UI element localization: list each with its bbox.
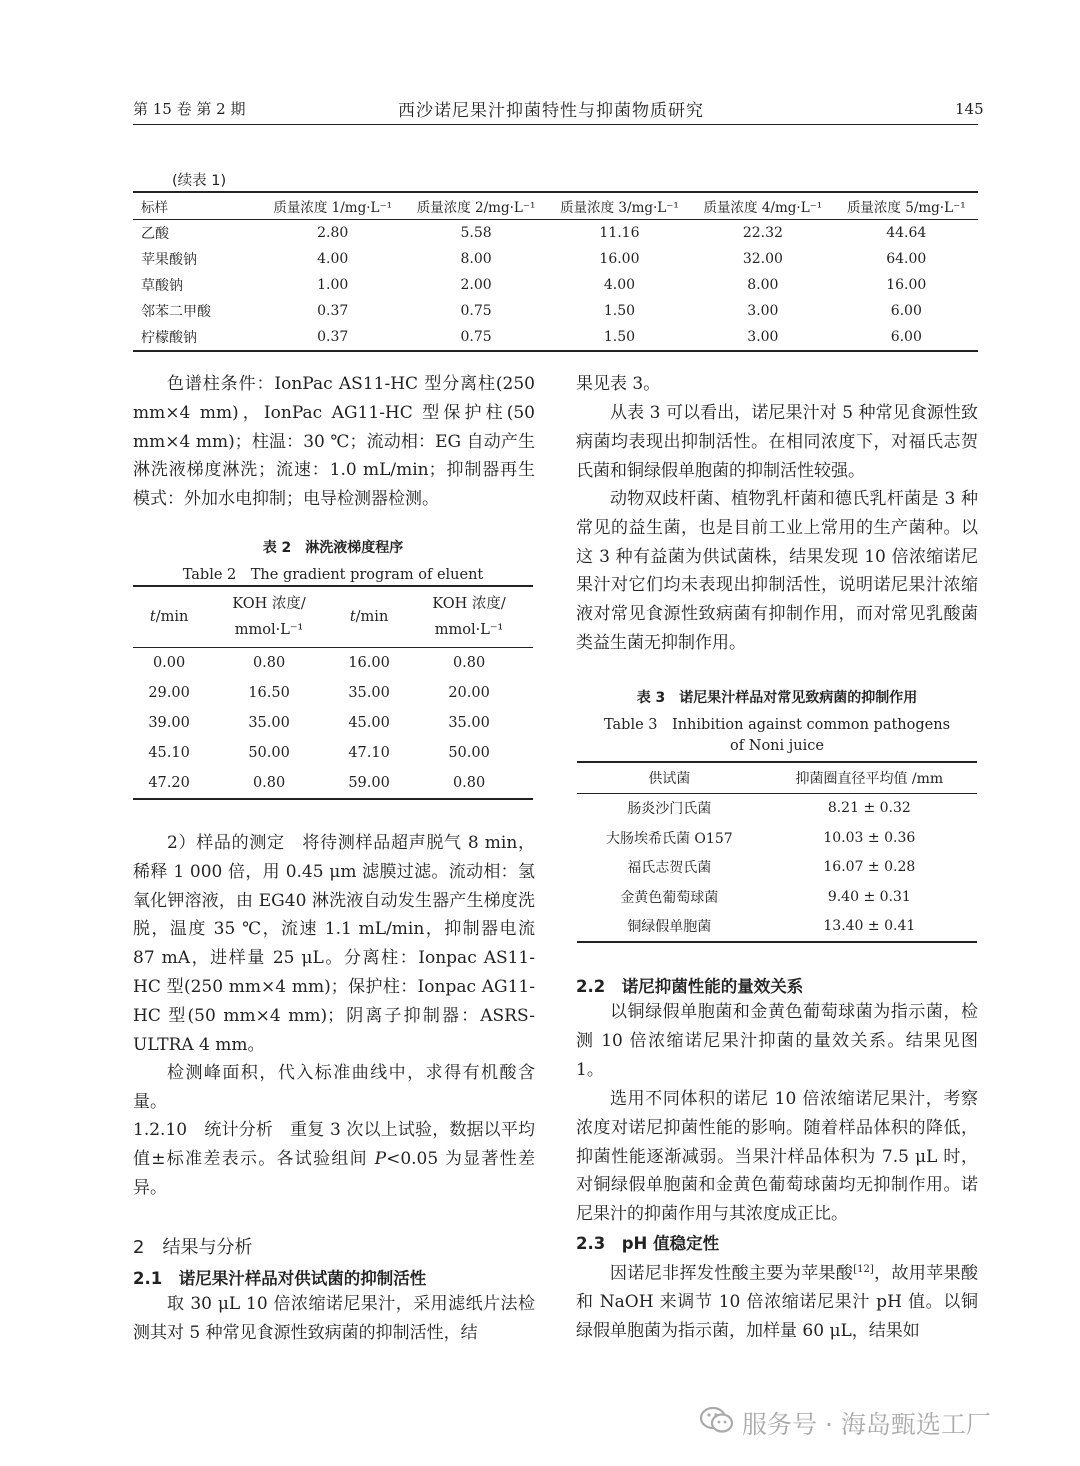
watermark-text: 服务号 · 海岛甄选工厂 (742, 1410, 991, 1439)
table1-header: 标样 (141, 200, 168, 216)
table-cell: 64.00 (886, 251, 927, 267)
table1-header: 质量浓度 3/mg·L⁻¹ (560, 200, 679, 216)
table-cell: 苹果酸钠 (141, 252, 197, 268)
table-cell: 16.07 ± 0.28 (823, 859, 916, 876)
table2-header-koh (205, 586, 333, 648)
table3-header: 供试菌 (648, 770, 691, 787)
table1-header: 质量浓度 1/mg·L⁻¹ (273, 200, 393, 216)
section-2-2-heading: 2.2 诺尼抑菌性能的量效关系 (576, 977, 804, 996)
table-cell: 59.00 (348, 775, 390, 791)
ph-text: ，故用苹果酸和 NaOH 来调节 10 倍浓缩诺尼果汁 pH 值。以铜绿假单胞菌为指示菌，加样量 60 μL，结果如 (576, 1263, 979, 1342)
table-cell: 50.00 (448, 745, 490, 761)
statistics-text: <0.05 为显著性差异。 (133, 1148, 535, 1198)
time-unit: /min (155, 609, 189, 625)
page-number: 145 (955, 100, 984, 118)
table-row (133, 246, 978, 272)
table-cell: 铜绿假单胞菌 (627, 919, 712, 936)
ph-text: 因诺尼非挥发性酸主要为苹果酸 (610, 1263, 854, 1284)
table-cell: 6.00 (890, 329, 922, 345)
koh-label: KOH 浓度/ (432, 596, 506, 612)
table-cell: 0.37 (317, 303, 349, 319)
statistics-text: 重复 3 次以上试验，数据以平均值±标准差表示。各试验组间 (133, 1120, 535, 1169)
p-value-symbol: P (374, 1148, 387, 1169)
table-cell: 11.16 (599, 225, 640, 241)
table2-header-t (333, 586, 405, 648)
table-cell: 10.03 ± 0.36 (823, 829, 916, 846)
table-row (133, 298, 978, 324)
koh-unit: mmol·L⁻¹ (434, 622, 504, 638)
table-row (577, 853, 977, 883)
table2-title-en: Table 2 The gradient program of eluent (182, 567, 484, 583)
table-cell: 44.64 (886, 225, 927, 241)
results-see-table3: 果见表 3。 (576, 374, 661, 394)
table-cell: 6.00 (890, 303, 922, 319)
table-cell: 柠檬酸钠 (141, 330, 197, 346)
table-cell: 1.50 (603, 303, 636, 319)
time-unit: /min (355, 609, 389, 625)
table-cell: 16.00 (599, 251, 640, 267)
table-cell: 8.00 (747, 277, 779, 293)
probiotics-paragraph: 动物双歧杆菌、植物乳杆菌和德氏乳杆菌是 3 种常见的益生菌，也是目前工业上常用的生产菌种。以这 3 种有益菌为供试菌株，结果发现 10 倍浓缩诺尼果汁对它们均未表现出抑制活性，说明诺尼果汁浓缩液对常见食源性致病菌有抑制作用，而对常见乳酸菌类益生菌无抑制作用。 (576, 489, 978, 653)
table-cell: 39.00 (148, 715, 190, 731)
table-row (577, 912, 977, 943)
chromatography-conditions-paragraph: 色谱柱条件：IonPac AS11-HC 型分离柱(250 mm×4 mm)，IonPac AG11-HC 型保护柱(50 mm×4 mm)；柱温：30 ℃；流动相：EG 自动产生淋洗液梯度淋洗；流速：1.0 mL/min；抑制器再生模式：外加水电抑制；电导检测器检测。 (133, 374, 535, 510)
table-row (133, 272, 978, 298)
table3 (577, 761, 977, 943)
section-2-1-paragraph: 取 30 μL 10 倍浓缩诺尼果汁，采用滤纸片法检测其对 5 种常见食源性致病菌的抑制活性，结 (133, 1294, 535, 1343)
wechat-icon (700, 1406, 734, 1440)
koh-label: KOH 浓度/ (232, 596, 306, 612)
table2 (133, 585, 533, 800)
table-cell: 35.00 (348, 685, 390, 701)
table-row (577, 823, 977, 853)
table-cell: 50.00 (248, 745, 290, 761)
table-row (133, 708, 533, 738)
table-cell: 4.00 (603, 277, 636, 293)
table-cell: 1.50 (603, 329, 636, 345)
table1-caption: (续表 1) (172, 173, 227, 189)
koh-unit: mmol·L⁻¹ (234, 622, 304, 638)
table-cell: 5.58 (460, 225, 492, 241)
table3-analysis-paragraph: 从表 3 可以看出，诺尼果汁对 5 种常见食源性致病菌均表现出抑制活性。在相同浓度下，对福氏志贺氏菌和铜绿假单胞菌的抑制活性较强。 (576, 403, 978, 481)
table-cell: 2.00 (460, 277, 492, 293)
table-row (133, 738, 533, 768)
table-cell: 47.10 (348, 745, 390, 761)
table-cell: 1.00 (317, 277, 349, 293)
table3-title-en-line2: of Noni juice (730, 738, 824, 754)
table1-header: 质量浓度 5/mg·L⁻¹ (846, 200, 966, 216)
table-cell: 29.00 (148, 685, 190, 701)
table-cell: 22.32 (742, 225, 783, 241)
table-cell: 3.00 (747, 329, 779, 345)
table-row (133, 768, 533, 799)
table-cell: 0.80 (452, 655, 486, 671)
table-cell: 乙酸 (141, 226, 169, 242)
table-row (577, 882, 977, 912)
table-cell: 32.00 (742, 251, 783, 267)
table-row (133, 220, 978, 247)
table-cell: 8.21 ± 0.32 (827, 800, 911, 817)
section-2-1-heading: 2.1 诺尼果汁样品对供试菌的抑制活性 (133, 1269, 427, 1288)
table-cell: 金黄色葡萄球菌 (620, 889, 719, 906)
table-cell: 13.40 ± 0.41 (823, 918, 916, 935)
table-cell: 大肠埃希氏菌 O157 (605, 830, 733, 847)
section-2-3-heading: 2.3 pH 值稳定性 (576, 1234, 720, 1253)
header-rule (133, 124, 978, 125)
table1-header: 质量浓度 4/mg·L⁻¹ (703, 200, 823, 216)
table-row (133, 324, 978, 351)
table-cell: 16.00 (886, 277, 927, 293)
table-cell: 0.80 (252, 655, 286, 671)
table3-header: 抑菌圈直径平均值 /mm (795, 770, 944, 787)
statistics-paragraph (133, 1116, 535, 1202)
table-cell: 3.00 (747, 303, 779, 319)
table-cell: 45.10 (148, 745, 190, 761)
table2-header-t (133, 586, 205, 648)
table-cell: 福氏志贺氏菌 (627, 860, 712, 877)
reference-citation: [12] (853, 1264, 874, 1275)
table-cell: 35.00 (248, 715, 290, 731)
table-cell: 0.37 (317, 329, 349, 345)
running-title: 西沙诺尼果汁抑菌特性与抑菌物质研究 (398, 101, 704, 121)
time-symbol: t (149, 609, 156, 625)
table-row (133, 648, 533, 679)
volume-concentration-paragraph: 选用不同体积的诺尼 10 倍浓缩诺尼果汁，考察浓度对诺尼抑菌性能的影响。随着样品体积的降低，抑菌性能逐渐减弱。当果汁样品体积为 7.5 μL 时，对铜绿假单胞菌和金黄色葡萄球菌均无抑制作用。诺尼果汁的抑菌作用与其浓度成正比。 (576, 1089, 978, 1225)
table-cell: 20.00 (448, 685, 490, 701)
table-cell: 8.00 (460, 251, 492, 267)
table-cell: 0.80 (252, 775, 286, 791)
table-row (577, 793, 977, 823)
time-symbol: t (349, 609, 356, 625)
watermark (700, 1405, 991, 1441)
table-cell: 47.20 (148, 775, 190, 791)
table-cell: 2.80 (317, 225, 349, 241)
table-cell: 0.75 (460, 303, 492, 319)
table-cell: 35.00 (448, 715, 490, 731)
table1 (133, 191, 978, 352)
table-cell: 肠炎沙门氏菌 (627, 801, 712, 818)
ph-stability-paragraph (576, 1256, 978, 1346)
table1-header: 质量浓度 2/mg·L⁻¹ (416, 200, 536, 216)
peak-area-paragraph: 检测峰面积，代入标准曲线中，求得有机酸含量。 (133, 1063, 535, 1112)
table-cell: 16.50 (248, 685, 290, 701)
table-cell: 0.75 (460, 329, 492, 345)
table-cell: 16.00 (348, 655, 390, 671)
table-cell: 0.00 (152, 655, 186, 671)
sample-determination-paragraph: 2）样品的测定 将待测样品超声脱气 8 min，稀释 1 000 倍，用 0.45 μm 滤膜过滤。流动相：氢氧化钾溶液，由 EG40 淋洗液自动发生器产生梯度洗脱，温度 35 ℃，流速 1.1 mL/min，抑制器电流 87 mA，进样量 25 μL。分离柱：Ionpac AS11-HC 型(250 mm×4 mm)；保护柱：Ionpac AG11-HC 型(50 mm×4 mm)；阴离子抑制器：ASRS-ULTRA 4 mm。 (133, 833, 535, 1055)
table3-title-cn: 表 3 诺尼果汁样品对常见致病菌的抑制作用 (636, 690, 918, 706)
dose-effect-paragraph: 以铜绿假单胞菌和金黄色葡萄球菌为指示菌，检测 10 倍浓缩诺尼果汁抑菌的量效关系。结果见图 1。 (576, 1002, 978, 1080)
table-cell: 4.00 (317, 251, 349, 267)
table-cell: 0.80 (452, 775, 486, 791)
journal-issue: 第 15 卷 第 2 期 (133, 100, 246, 118)
table2-header-koh (405, 586, 533, 648)
table-row (133, 678, 533, 708)
table-cell: 9.40 ± 0.31 (827, 888, 911, 905)
table-cell: 草酸钠 (141, 278, 183, 294)
table3-title-en-line1: Table 3 Inhibition against common pathogens (603, 717, 951, 733)
section-1-2-10-heading: 1.2.10 统计分析 (133, 1120, 291, 1140)
table-cell: 邻苯二甲酸 (141, 304, 211, 320)
table-cell: 45.00 (348, 715, 390, 731)
section-2-heading: 2 结果与分析 (133, 1237, 253, 1258)
table2-title-cn: 表 2 淋洗液梯度程序 (262, 540, 404, 556)
